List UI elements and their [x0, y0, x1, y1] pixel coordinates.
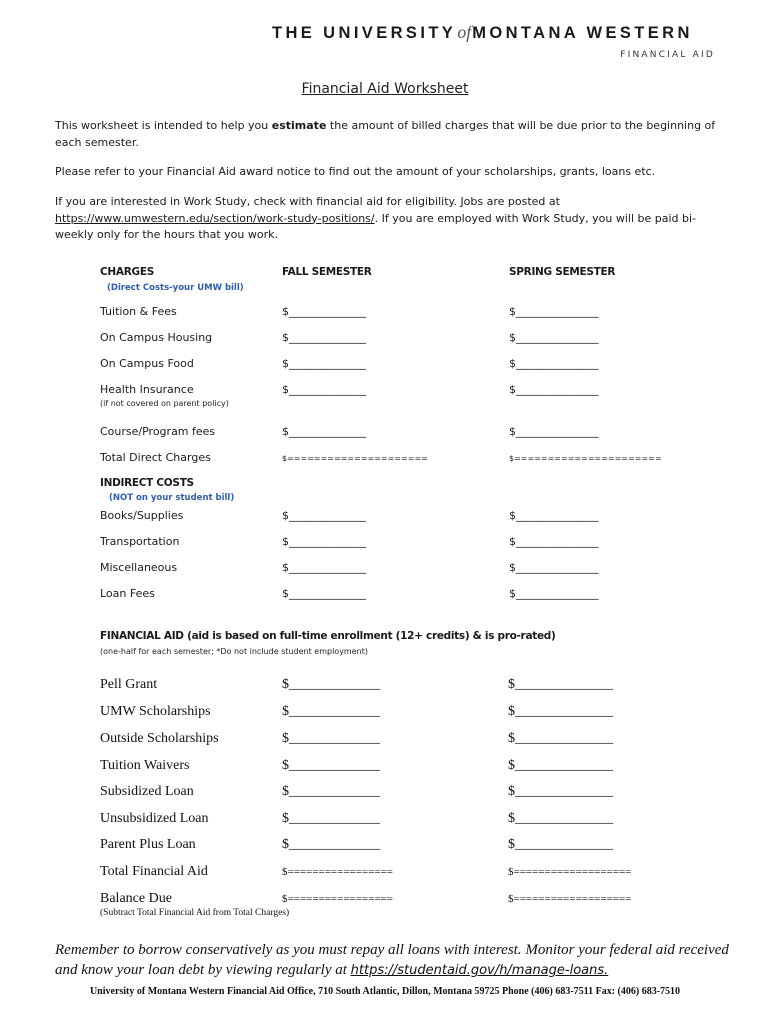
- charges-heading: CHARGES: [100, 266, 154, 278]
- university-logo: [272, 22, 693, 43]
- fall-amount-field[interactable]: $______________: [282, 509, 366, 522]
- spring-amount-field[interactable]: $______________: [508, 784, 613, 799]
- aid-row-label: Parent Plus Loan: [100, 837, 196, 852]
- row-label: Total Direct Charges: [100, 451, 211, 464]
- fall-amount-field[interactable]: $_____________: [282, 704, 380, 719]
- row-label: Course/Program fees: [100, 425, 216, 438]
- indirect-costs-note: (NOT on your student bill): [109, 493, 235, 503]
- logo-text-left: THE UNIVERSITY: [272, 24, 457, 42]
- spring-amount-field[interactable]: $______________: [508, 758, 613, 773]
- indirect-costs-heading: INDIRECT COSTS: [100, 477, 194, 489]
- logo-text-right: MONTANA WESTERN: [472, 24, 693, 42]
- fall-amount-field[interactable]: $______________: [282, 535, 366, 548]
- logo-text-of: of: [457, 22, 472, 42]
- aid-row-label: Outside Scholarships: [100, 731, 219, 746]
- work-study-link[interactable]: https://www.umwestern.edu/section/work-study-positions/: [55, 211, 375, 225]
- manage-loans-link[interactable]: https://studentaid.gov/h/manage-loans.: [350, 963, 609, 978]
- aid-row-label: Pell Grant: [100, 677, 158, 692]
- row-label: Tuition & Fees: [100, 305, 177, 318]
- aid-row-label: Tuition Waivers: [100, 758, 190, 773]
- spring-total-aid-field[interactable]: $===================: [508, 866, 632, 878]
- fall-amount-field[interactable]: $______________: [282, 357, 366, 370]
- spring-amount-field[interactable]: $_______________: [509, 587, 599, 600]
- intro-paragraph-2: Please refer to your Financial Aid award notice to find out the amount of your scholarships, grants, loans etc.: [55, 165, 656, 178]
- page-title: Financial Aid Worksheet: [301, 81, 469, 97]
- spring-amount-field[interactable]: $______________: [508, 677, 613, 692]
- fall-amount-field[interactable]: $_____________: [282, 811, 380, 826]
- row-label: On Campus Housing: [100, 331, 213, 344]
- aid-row-label: Balance Due: [100, 891, 172, 906]
- fall-amount-field[interactable]: $_____________: [282, 837, 380, 852]
- aid-row-label: Total Financial Aid: [100, 864, 208, 879]
- spring-amount-field[interactable]: $_______________: [509, 425, 599, 438]
- fall-total-field[interactable]: $=====================: [282, 454, 428, 463]
- aid-row-label: Subsidized Loan: [100, 784, 194, 799]
- spring-amount-field[interactable]: $______________: [508, 837, 613, 852]
- fall-semester-heading: FALL SEMESTER: [282, 266, 372, 278]
- fall-total-aid-field[interactable]: $=================: [282, 866, 393, 878]
- row-label: Books/Supplies: [100, 509, 184, 522]
- spring-amount-field[interactable]: $_______________: [509, 509, 599, 522]
- balance-due-note: (Subtract Total Financial Aid from Total Charges): [100, 908, 290, 918]
- financial-aid-note: (one-half for each semester; *Do not include student employment): [100, 647, 368, 656]
- intro-paragraph-3: If you are interested in Work Study, check with financial aid for eligibility. Jobs are posted at https://www.umwestern.edu/section/work-study-positions/. If you are employed with Work Study, you will be paid bi-weekly only for the hours that you work.: [55, 195, 697, 241]
- spring-semester-heading: SPRING SEMESTER: [509, 266, 616, 278]
- spring-amount-field[interactable]: $______________: [508, 731, 613, 746]
- spring-amount-field[interactable]: $_______________: [509, 357, 599, 370]
- fall-amount-field[interactable]: $______________: [282, 305, 366, 318]
- row-label: Health Insurance: [100, 383, 194, 396]
- spring-amount-field[interactable]: $_______________: [509, 383, 599, 396]
- spring-amount-field[interactable]: $_______________: [509, 331, 599, 344]
- aid-row-label: UMW Scholarships: [100, 704, 211, 719]
- aid-row-label: Unsubsidized Loan: [100, 811, 209, 826]
- fall-amount-field[interactable]: $_____________: [282, 758, 380, 773]
- spring-amount-field[interactable]: $_______________: [509, 561, 599, 574]
- financial-aid-heading: FINANCIAL AID (aid is based on full-time enrollment (12+ credits) & is pro-rated): [100, 630, 556, 642]
- row-label: Transportation: [100, 535, 180, 548]
- spring-amount-field[interactable]: $______________: [508, 811, 613, 826]
- intro-paragraph-1: This worksheet is intended to help you estimate the amount of billed charges that will be due prior to the beginning of each semester.: [55, 119, 716, 149]
- office-address: University of Montana Western Financial Aid Office, 710 South Atlantic, Dillon, Montana 59725 Phone (406) 683-7511 Fax: (406) 683-7510: [89, 986, 681, 997]
- fall-amount-field[interactable]: $_____________: [282, 784, 380, 799]
- fall-amount-field[interactable]: $______________: [282, 587, 366, 600]
- spring-amount-field[interactable]: $_______________: [509, 535, 599, 548]
- borrowing-reminder: Remember to borrow conservatively as you must repay all loans with interest. Monitor your federal aid received and know your loan debt by viewing regularly at https://studentaid.gov/h/manage-loans.: [55, 942, 729, 978]
- spring-total-field[interactable]: $======================: [509, 454, 662, 463]
- health-insurance-note: (if not covered on parent policy): [100, 399, 229, 408]
- department-label: FINANCIAL AID: [620, 50, 715, 60]
- spring-balance-field[interactable]: $===================: [508, 893, 632, 905]
- spring-amount-field[interactable]: $______________: [508, 704, 613, 719]
- fall-amount-field[interactable]: $______________: [282, 425, 366, 438]
- row-label: On Campus Food: [100, 357, 194, 370]
- fall-amount-field[interactable]: $_____________: [282, 731, 380, 746]
- fall-amount-field[interactable]: $______________: [282, 331, 366, 344]
- row-label: Loan Fees: [100, 587, 155, 600]
- fall-amount-field[interactable]: $_____________: [282, 677, 380, 692]
- fall-amount-field[interactable]: $______________: [282, 383, 366, 396]
- row-label: Miscellaneous: [100, 561, 178, 574]
- spring-amount-field[interactable]: $_______________: [509, 305, 599, 318]
- fall-balance-field[interactable]: $=================: [282, 893, 393, 905]
- fall-amount-field[interactable]: $______________: [282, 561, 366, 574]
- charges-note: (Direct Costs-your UMW bill): [107, 283, 244, 293]
